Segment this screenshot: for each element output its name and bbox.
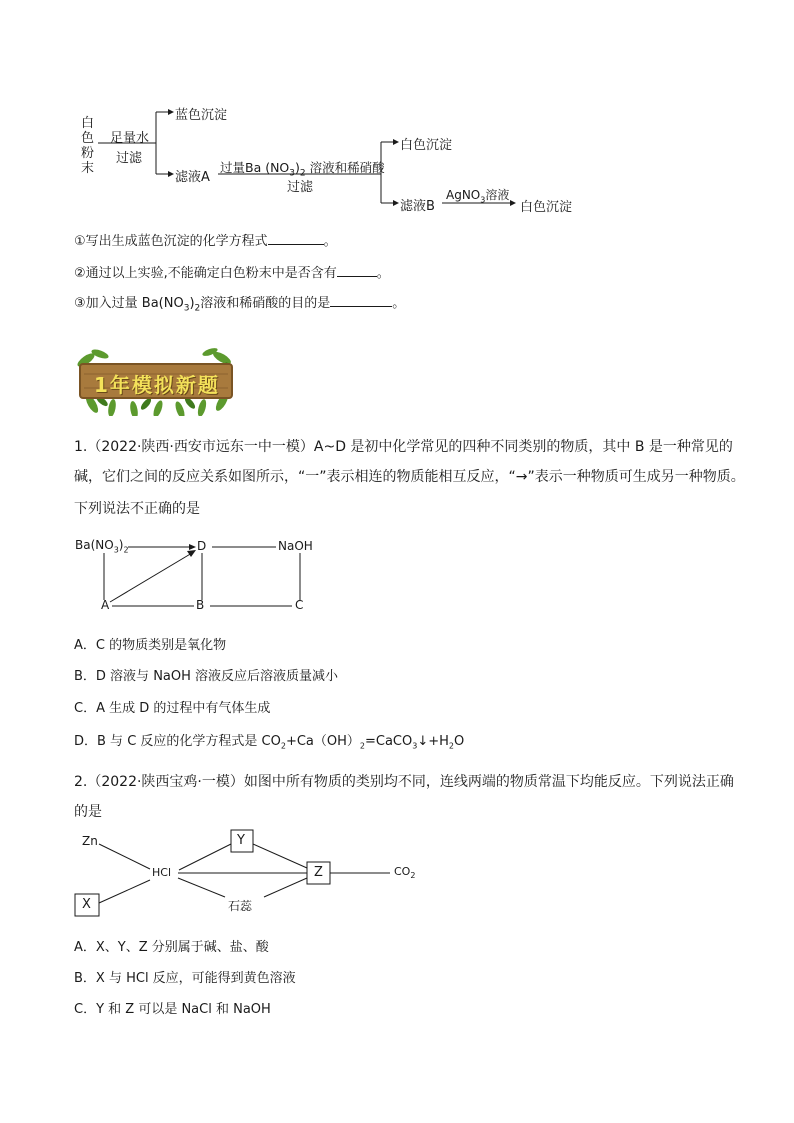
q1-option-d[interactable]: D．B 与 C 反应的化学方程式是 $CO_2+Ca(OH)_2=CaCO_3↓+H_2O$	[74, 734, 465, 751]
q2-node-y: Y	[237, 833, 245, 848]
q2-stem-line: 的是	[74, 804, 102, 820]
q2-stem-line: 2.（2022·陕西宝鸡·一模）如图中所有物质的类别均不同，连线两端的物质常温下均能反应。下列说法正确	[74, 774, 734, 790]
q2-option-a[interactable]: A．X、Y、Z 分别属于碱、盐、酸	[74, 940, 269, 955]
q1-option-c[interactable]: C．A 生成 D 的过程中有气体生成	[74, 701, 271, 716]
q1-node-d: D	[197, 539, 207, 553]
q2-node-x: X	[82, 897, 91, 912]
q1-node-a: A	[101, 598, 110, 612]
flow-start-char: 白	[81, 116, 95, 131]
q2-option-b[interactable]: B．X 与 HCl 反应，可能得到黄色溶液	[74, 971, 296, 986]
q1-option-b[interactable]: B．D 溶液与 NaOH 溶液反应后溶液质量减小	[74, 669, 339, 684]
answer-blank[interactable]	[330, 294, 392, 307]
flow-start-char: 粉	[81, 146, 95, 161]
q2-node-zn: Zn	[82, 834, 98, 848]
sub-question-2: ②通过以上实验,不能确定白色粉末中是否含有 。	[74, 266, 390, 281]
q1-node-ba-no3: $Ba(NO_3)_2$	[75, 538, 129, 555]
q2-diagram	[0, 826, 440, 926]
q2-node-hcl: HCl	[152, 866, 172, 879]
q2-option-c[interactable]: C．Y 和 Z 可以是 NaCl 和 NaOH	[74, 1002, 271, 1017]
q1-option-a[interactable]: A．C 的物质类别是氧化物	[74, 638, 227, 653]
q1-stem-line: 碱，它们之间的反应关系如图所示，“一”表示相连的物质能相互反应，“→”表示一种物质可生成另一种物质。	[74, 469, 745, 485]
flow-connectors	[0, 0, 794, 225]
q2-diagram-lines	[0, 826, 440, 926]
answer-blank[interactable]	[337, 264, 377, 277]
q1-diagram	[0, 530, 400, 620]
flow-filtrate-a: 滤液A	[175, 170, 210, 185]
flow-white-precipitate-1: 白色沉淀	[400, 138, 453, 153]
flow-step2-top: 过量Ba $(NO_3)_2$ 溶液和稀硝酸	[220, 160, 385, 179]
flow-step1-top: 足量水	[110, 131, 150, 146]
q2-node-litmus: 石蕊	[228, 899, 253, 913]
flow-start-char: 末	[81, 161, 95, 176]
flow-chart	[0, 0, 794, 225]
q2-node-co2: $CO_2$	[394, 865, 416, 881]
sub-question-1: ①写出生成蓝色沉淀的化学方程式 。	[74, 234, 337, 249]
flow-step3-label: AgNO$_3$溶液	[446, 188, 510, 205]
flow-filtrate-b: 滤液B	[400, 199, 435, 214]
flow-white-precipitate-2: 白色沉淀	[520, 200, 573, 215]
sub-question-3: ③加入过量 $Ba(NO_3)_2$溶液和稀硝酸的目的是 。	[74, 296, 406, 314]
flow-start-char: 色	[81, 131, 95, 146]
q1-node-naoh: NaOH	[278, 539, 313, 553]
section-badge	[72, 346, 240, 416]
badge-label: 1年模拟新题	[94, 373, 220, 397]
q1-stem-line: 下列说法不正确的是	[74, 501, 200, 517]
q2-node-z: Z	[314, 865, 323, 880]
q1-stem-line: 1.（2022·陕西·西安市远东一中一模）A~D 是初中化学常见的四种不同类别的物质，其中 B 是一种常见的	[74, 439, 733, 455]
q1-node-c: C	[295, 598, 304, 612]
answer-blank[interactable]	[268, 232, 324, 245]
flow-step1-bottom: 过滤	[116, 151, 143, 166]
flow-blue-precipitate: 蓝色沉淀	[175, 108, 228, 123]
flow-step2-bottom: 过滤	[287, 180, 314, 195]
q1-node-b: B	[196, 598, 205, 612]
